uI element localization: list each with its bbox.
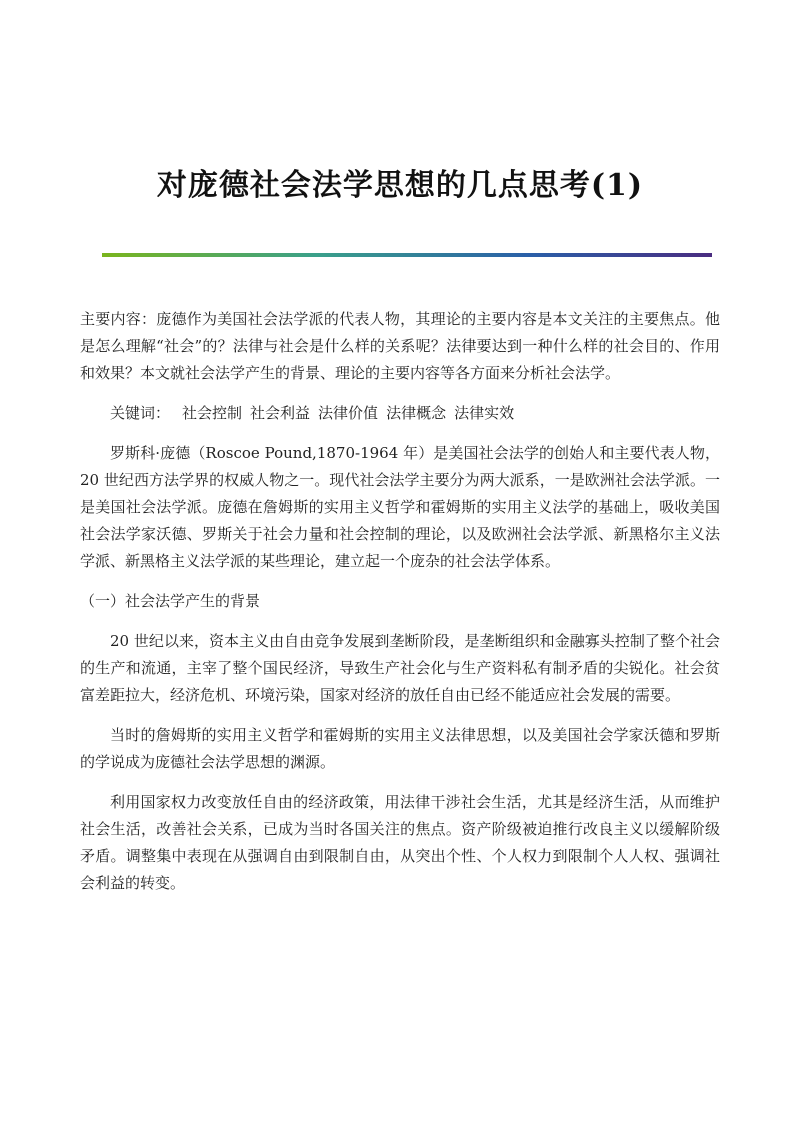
keyword-item: 法律概念 — [386, 404, 447, 422]
keywords-line — [80, 400, 720, 427]
section-heading: （一）社会法学产生的背景 — [80, 592, 261, 610]
abstract-paragraph — [80, 306, 720, 387]
intro-paragraph: 罗斯科·庞德（Roscoe Pound,1870-1964 年）是美国社会法学的创始人和主要代表人物，20 世纪西方法学界的权威人物之一。现代社会法学主要分为两大派系，一是欧洲社会法学派。一是美国社会法学派。庞德在詹姆斯的实用主义哲学和霍姆斯的实用主义法学的基础上，吸收美国社会法学家沃德、罗斯关于社会力量和社会控制的理论，以及欧洲社会法学派、新黑格尔主义法学派、新黑格主义法学派的某些理论，建立起一个庞杂的社会法学体系。 — [80, 444, 720, 570]
keyword-item: 社会控制 — [182, 404, 243, 422]
document-body — [80, 306, 720, 910]
keyword-item: 社会利益 — [250, 404, 311, 422]
body-paragraph: 利用国家权力改变放任自由的经济政策，用法律干涉社会生活，尤其是经济生活，从而维护社会生活，改善社会关系，已成为当时各国关注的焦点。资产阶级被迫推行改良主义以缓解阶级矛盾。调整集中表现在从强调自由到限制自由，从突出个性、个人权力到限制个人人权、强调社会利益的转变。 — [80, 793, 720, 892]
body-paragraph: 20 世纪以来，资本主义由自由竞争发展到垄断阶段，是垄断组织和金融寡头控制了整个社会的生产和流通，主宰了整个国民经济，导致生产社会化与生产资料私有制矛盾的尖锐化。社会贫富差距拉大，经济危机、环境污染，国家对经济的放任自由已经不能适应社会发展的需要。 — [80, 632, 720, 704]
keywords-label: 关键词： — [110, 404, 171, 422]
keyword-item: 法律价值 — [318, 404, 379, 422]
abstract-label: 主要内容： — [80, 310, 157, 328]
title-divider — [102, 253, 712, 257]
abstract-text: 庞德作为美国社会法学派的代表人物，其理论的主要内容是本文关注的主要焦点。他是怎么理解“社会”的？法律与社会是什么样的关系呢？法律要达到一种什么样的社会目的、作用和效果？本文就社会法学产生的背景、理论的主要内容等各方面来分析社会法学。 — [80, 310, 720, 382]
keyword-item: 法律实效 — [454, 404, 515, 422]
body-paragraph: 当时的詹姆斯的实用主义哲学和霍姆斯的实用主义法律思想，以及美国社会学家沃德和罗斯的学说成为庞德社会法学思想的渊源。 — [80, 726, 720, 771]
document-title: 对庞德社会法学思想的几点思考(1) — [156, 168, 644, 203]
